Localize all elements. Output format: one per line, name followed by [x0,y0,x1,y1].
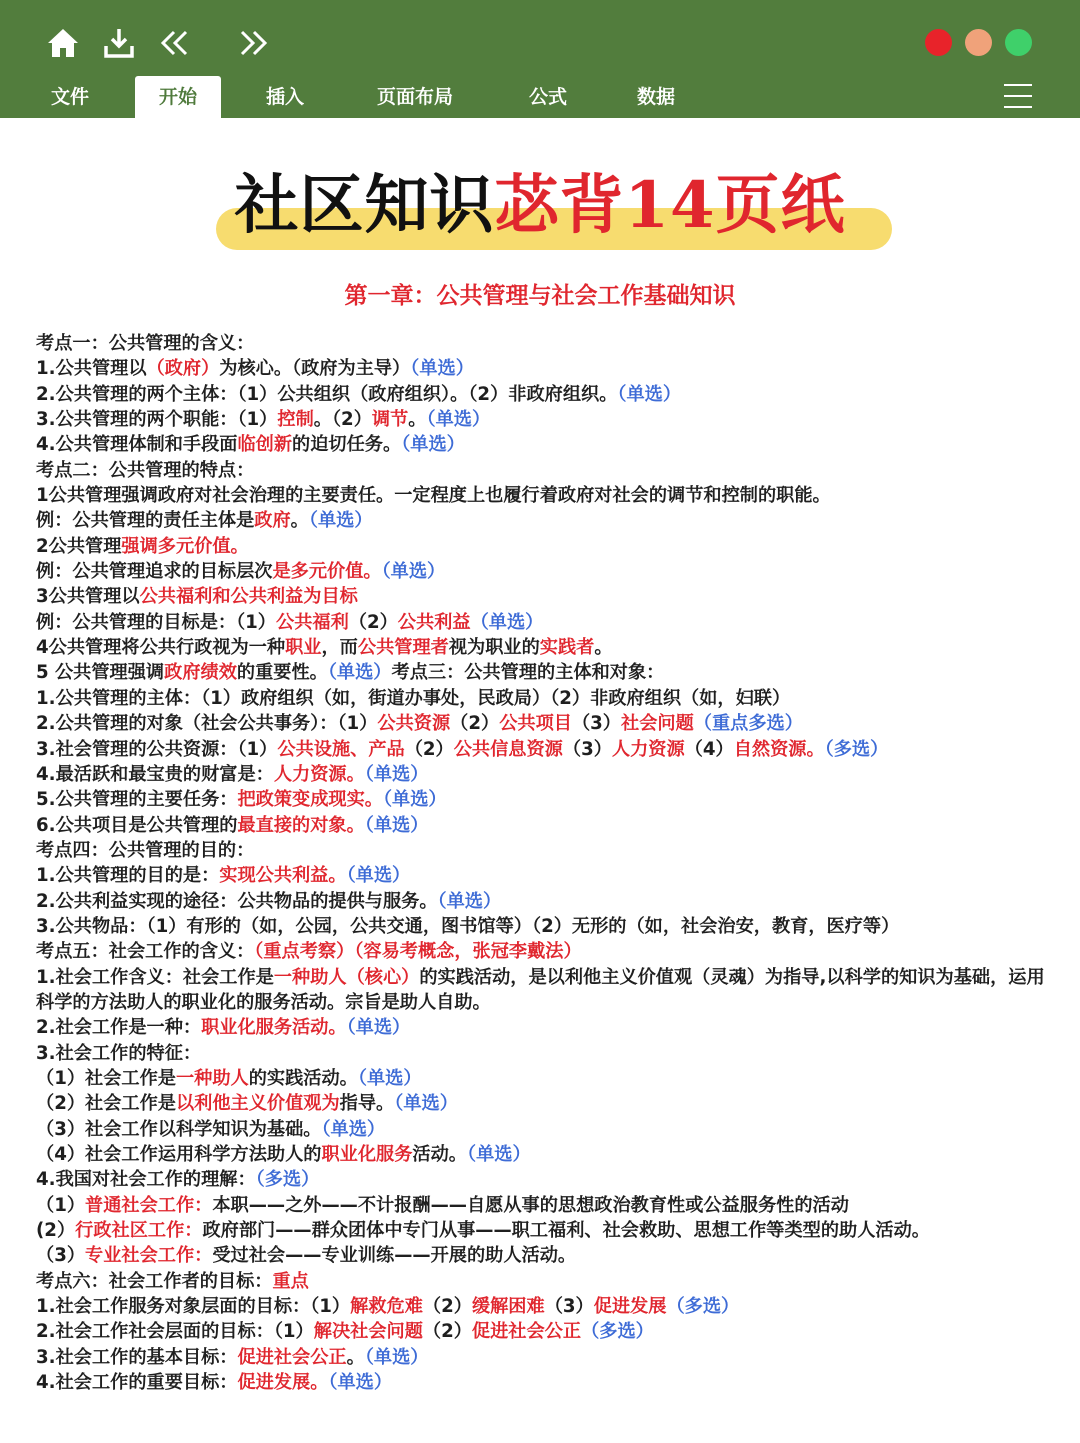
note-text: 1.社会工作含义：社会工作是 [36,966,274,988]
question-type-tag: （多选） [581,1321,654,1343]
note-line [36,686,1046,711]
question-type-tag: （重点多选） [693,713,803,735]
note-text: 3.社会工作的特征： [36,1042,202,1064]
note-text: 的重要性。 [236,662,328,684]
note-text: 考点六：社会工作者的目标： [36,1270,273,1292]
note-line [36,1319,1046,1344]
question-type-tag: （单选） [470,611,544,633]
note-text: 考点一：公共管理的含义： [36,333,255,354]
note-line [36,1243,1046,1268]
note-text: 考点二：公共管理的特点： [36,459,255,481]
menu-icon[interactable] [1004,84,1032,110]
highlight-text: 公共管理者 [357,637,449,659]
note-line [36,458,1046,483]
note-line [36,1117,1046,1142]
highlight-text: 政府 [254,510,291,532]
note-line [36,534,1046,559]
note-line [36,1091,1046,1116]
note-text: （2） [404,738,454,760]
question-type-tag: （单选） [426,409,491,431]
question-type-tag: （单选） [437,890,502,912]
highlight-text: （重点考察）（容易考概念，张冠李戴法） [254,941,582,963]
note-text: 3公共管理以 [36,586,140,608]
highlight-text: 最直接的对象。 [237,814,365,836]
note-text: 的实践活动，是以利他主义价值观（灵魂）为指导,以科学的知识为基础，运用科学的方法助人的职业化的服务活动。宗旨是助人自助。 [36,966,1045,1013]
note-line [36,356,1046,381]
note-text: 例：公共管理追求的目标层次 [36,561,273,583]
highlight-text: 专业社会工作： [85,1245,213,1267]
question-type-tag: （单选） [364,763,429,785]
note-text: （3） [544,1296,594,1318]
highlight-text: 以利他主义价值观为 [175,1093,340,1115]
highlight-text: 解救危难 [350,1296,423,1318]
highlight-text: 公共设施、产品 [277,738,405,760]
note-text: 考点三：公共管理的主体和对象： [391,662,665,684]
note-line [36,508,1046,533]
question-type-tag: （单选） [382,789,447,811]
note-text: （1）社会工作是 [36,1067,176,1089]
note-text: 4.社会工作的重要目标： [36,1372,238,1394]
highlight-text: 是多元价值。 [272,561,382,583]
question-type-tag: （单选） [346,1017,411,1039]
question-type-tag: （单选） [308,510,373,532]
title-part-red: 苾背14页纸 [494,168,846,243]
note-text: 活动。 [412,1144,467,1165]
tab-page-layout[interactable]: 页面布局 [376,86,453,108]
highlight-text: 公共项目 [499,713,572,735]
note-text: 本职——之外——不计报酬——自愿从事的思想政治教育性或公益服务性的活动 [212,1194,849,1216]
tab-file[interactable]: 文件 [50,86,89,108]
title-block [0,160,1080,260]
question-type-tag: （单选） [467,1144,531,1165]
question-type-tag: （单选） [321,1118,386,1140]
title-part-black: 社区知识 [234,168,495,243]
note-line [36,838,1046,863]
chapter-heading: 第一章：公共管理与社会工作基础知识 [344,283,736,309]
ribbon-tabs [0,76,1080,118]
notes-body [36,331,1046,1395]
note-text: 政府部门——群众团体中专门从事——职工福利、社会救助、思想工作等类型的助人活动。 [202,1220,930,1242]
close-dot[interactable] [925,29,952,56]
note-line [36,1370,1046,1395]
note-text: 4公共管理将公共行政视为一种 [36,637,286,659]
note-text: 5.公共管理的主要任务： [36,789,238,811]
note-text: （2） [422,1296,472,1318]
question-type-tag: （单选） [327,662,392,684]
note-line [36,762,1046,787]
note-text: 的迫切任务。 [292,434,402,456]
note-line [36,787,1046,812]
note-text: （2） [422,1321,472,1343]
note-text: 5 公共管理强调 [36,662,165,684]
highlight-text: 政府绩效 [164,662,237,684]
note-text: 。（2） [313,409,372,431]
note-text: 4.公共管理体制和手段面 [36,434,238,456]
note-text: （3） [571,713,621,735]
note-line [36,863,1046,888]
note-text: 3.公共物品：（1）有形的（如，公园，公共交通，图书馆等）（2）无形的（如，社会治安，教育，医疗等） [36,915,900,937]
home-icon[interactable] [44,24,82,62]
note-line [36,737,1046,762]
note-text: 指导。 [339,1093,395,1115]
highlight-text: 行政社区工作： [75,1220,203,1242]
highlight-text: 控制 [277,409,314,431]
highlight-text: 一种助人 [175,1067,249,1089]
question-type-tag: （多选） [666,1296,740,1318]
highlight-text: 社会问题 [621,713,694,735]
note-line [36,559,1046,584]
note-line [36,1269,1046,1294]
note-line [36,1015,1046,1040]
note-line [36,660,1046,685]
highlight-text: 一种助人（核心） [273,966,420,988]
question-type-tag: （单选） [364,814,429,836]
highlight-text: 公共利益 [397,611,471,633]
note-line [36,432,1046,457]
question-type-tag: （单选） [328,1372,393,1394]
note-text: （1） [36,1194,86,1216]
question-type-tag: （单选） [394,1093,458,1115]
tab-data[interactable]: 数据 [636,86,675,108]
download-icon[interactable] [100,24,138,62]
highlight-text: 把政策变成现实。 [237,789,383,811]
note-text: 2.社会工作是一种： [36,1017,202,1039]
highlight-text: 人力资源。 [273,763,365,785]
note-text: 。 [346,1346,365,1368]
note-line [36,610,1046,635]
note-text: （4） [684,738,734,760]
highlight-text: 实践者 [539,637,595,659]
note-line [36,1142,1046,1167]
highlight-text: 职业化服务活动。 [201,1017,347,1039]
toolbar [44,24,290,62]
note-text: 例：公共管理的责任主体是 [36,510,255,532]
note-text: 3.公共管理的两个职能：（1） [36,409,278,431]
question-type-tag: （单选） [617,383,682,405]
note-text: 1.公共管理的目的是： [36,865,220,887]
note-text: 例：公共管理的目标是：（1） [36,611,276,633]
highlight-text: 普通社会工作： [85,1194,213,1216]
note-line [36,407,1046,432]
note-line [36,889,1046,914]
note-line [36,939,1046,964]
tab-home[interactable]: 开始 [135,76,221,118]
note-line [36,813,1046,838]
note-line [36,331,1046,356]
note-text: （2） [450,713,500,735]
note-line [36,711,1046,736]
window-controls [912,29,1032,56]
note-text: 2.社会工作社会层面的目标：（1） [36,1321,314,1343]
highlight-text: 强调多元价值。 [121,535,249,557]
note-text: 。 [408,409,427,431]
chevron-double-left-icon[interactable] [156,24,194,62]
note-text: 视为职业的 [448,637,540,659]
note-text: 1.社会工作服务对象层面的目标：（1） [36,1296,351,1318]
note-text: 1公共管理强调政府对社会治理的主要责任。一定程度上也履行着政府对社会的调节和控制的职能。 [36,485,831,507]
note-text: (2） [36,1220,76,1242]
highlight-text: （政府） [146,358,220,380]
note-text: 1.公共管理的主体：（1）政府组织（如，街道办事处，民政局）（2）非政府组织（如，妇联） [36,687,791,709]
maximize-dot[interactable] [1005,29,1032,56]
note-line [36,1167,1046,1192]
page-title [0,162,1080,250]
note-text: （2）社会工作是 [36,1093,176,1115]
question-type-tag: （多选） [255,1169,320,1191]
highlight-text: 解决社会问题 [313,1321,423,1343]
highlight-text: 公共福利 [276,611,349,633]
note-text: 3.社会管理的公共资源：（1） [36,738,278,760]
note-text: 2.公共管理的对象（社会公共事务）：（1） [36,713,378,735]
note-line [36,1294,1046,1319]
note-line [36,382,1046,407]
highlight-text: 临创新 [237,434,293,456]
highlight-text: 实现公共利益。 [219,865,347,887]
minimize-dot[interactable] [965,29,992,56]
note-text: 3.社会工作的基本目标： [36,1346,238,1368]
note-line [36,1193,1046,1218]
highlight-text: 职业化服务 [321,1144,413,1165]
note-text: （4）社会工作运用科学方法助人的 [36,1144,322,1165]
question-type-tag: （单选） [357,1067,422,1089]
note-text: 4.最活跃和最宝贵的财富是： [36,763,274,785]
note-line [36,1066,1046,1091]
highlight-text: 公共信息资源 [453,738,563,760]
highlight-text: 促进社会公正 [237,1346,347,1368]
note-text: 。 [594,637,613,659]
highlight-text: 职业 [285,637,322,659]
highlight-text: 调节 [371,409,409,431]
note-text: 2.公共管理的两个主体：（1）公共组织（政府组织）。（2）非政府组织。 [36,383,618,405]
note-line [36,1041,1046,1066]
note-line [36,584,1046,609]
tab-insert[interactable]: 插入 [265,86,304,108]
question-type-tag: （单选） [346,865,411,887]
note-text: 2.公共利益实现的途径：公共物品的提供与服务。 [36,890,438,912]
note-line [36,635,1046,660]
note-text: （3）社会工作以科学知识为基础。 [36,1118,322,1140]
highlight-text: 自然资源。 [733,738,825,760]
note-text: 为核心。（政府为主导） [219,358,411,380]
highlight-text: 缓解困难 [471,1296,545,1318]
note-line [36,965,1046,1016]
highlight-text: 促进社会公正 [471,1321,582,1343]
highlight-text: 公共资源 [377,713,451,735]
note-line [36,1345,1046,1370]
note-line [36,1218,1046,1243]
app-header [0,0,1080,118]
note-text: （3） [562,738,612,760]
note-text: 受过社会——专业训练——开展的助人活动。 [212,1245,577,1267]
note-text: 4.我国对社会工作的理解： [36,1169,256,1191]
note-text: （2） [348,611,398,633]
note-text: 1.公共管理以 [36,358,147,380]
note-text: 考点四：公共管理的目的： [36,839,255,861]
highlight-text: 人力资源 [611,738,685,760]
note-text: 考点五：社会工作的含义： [36,941,255,963]
note-text: 6.公共项目是公共管理的 [36,814,238,836]
tab-formula[interactable]: 公式 [528,86,567,108]
note-text: ，而 [321,637,358,659]
highlight-text: 公共福利和公共利益为目标 [139,586,358,608]
note-text: 2公共管理 [36,535,122,557]
note-text: （3） [36,1245,86,1267]
chevron-double-right-icon[interactable] [234,24,272,62]
question-type-tag: （单选） [364,1346,429,1368]
note-line [36,483,1046,508]
highlight-text: 促进发展。 [237,1372,329,1394]
question-type-tag: （单选） [401,434,465,456]
question-type-tag: （单选） [381,561,446,583]
highlight-text: 重点 [272,1270,309,1292]
question-type-tag: （多选） [824,738,889,760]
question-type-tag: （单选） [410,358,474,380]
highlight-text: 促进发展 [593,1296,667,1318]
note-line [36,914,1046,939]
note-text: 。 [290,510,309,532]
note-text: 的实践活动。 [248,1067,358,1089]
